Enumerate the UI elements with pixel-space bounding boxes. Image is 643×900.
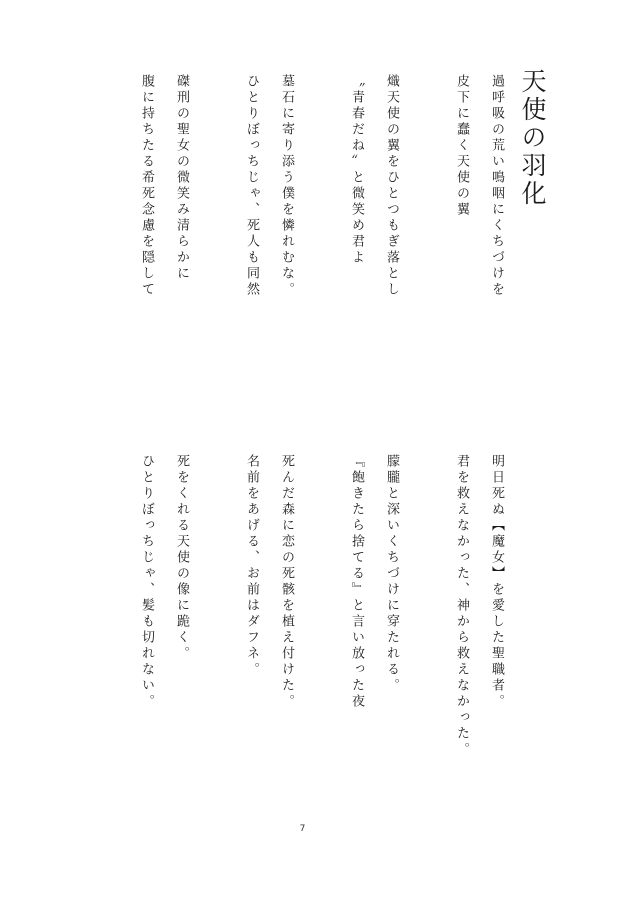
lower-stanza-3-line-2: 名前をあげる、お前はダフネ。 <box>244 454 259 678</box>
lower-stanza-3-line-1: 死んだ森に恋の死骸を植え付けた。 <box>279 454 294 710</box>
upper-stanza-3-line-1: 墓石に寄り添う僕を憐れむな。 <box>279 74 294 298</box>
upper-stanza-2-line-2: 〝青春だね〟と微笑め君よ <box>349 74 364 266</box>
page-number: 7 <box>299 824 306 834</box>
poem-title: 天使の羽化 <box>518 68 547 208</box>
lower-stanza-1-line-2: 君を救えなかった、神から救えなかった。 <box>454 454 469 758</box>
upper-stanza-3-line-2: ひとりぼっちじゃ、死人も同然 <box>244 74 259 298</box>
upper-stanza-4-line-1: 磔刑の聖女の微笑み清らかに <box>174 74 189 282</box>
upper-stanza-2-line-1: 熾天使の翼をひとつもぎ落とし <box>384 74 399 298</box>
upper-stanza-4-line-2: 腹に持ちたる希死念慮を隠して <box>139 74 154 298</box>
upper-stanza-1-line-2: 皮下に蠢く天使の翼 <box>454 74 469 218</box>
upper-stanza-1-line-1: 過呼吸の荒い鳴咽にくちづけを <box>489 74 504 298</box>
lower-stanza-4-line-2: ひとりぼっちじゃ、髪も切れない。 <box>139 454 154 710</box>
lower-stanza-4-line-1: 死をくれる天使の像に跪く。 <box>174 454 189 662</box>
lower-stanza-1-line-1: 明日死ぬ【魔女】を愛した聖職者。 <box>489 454 504 710</box>
lower-stanza-2-line-2: 『飽きたら捨てる』と言い放った夜 <box>349 454 364 710</box>
lower-stanza-2-line-1: 朦朧と深いくちづけに穿たれる。 <box>384 454 399 694</box>
